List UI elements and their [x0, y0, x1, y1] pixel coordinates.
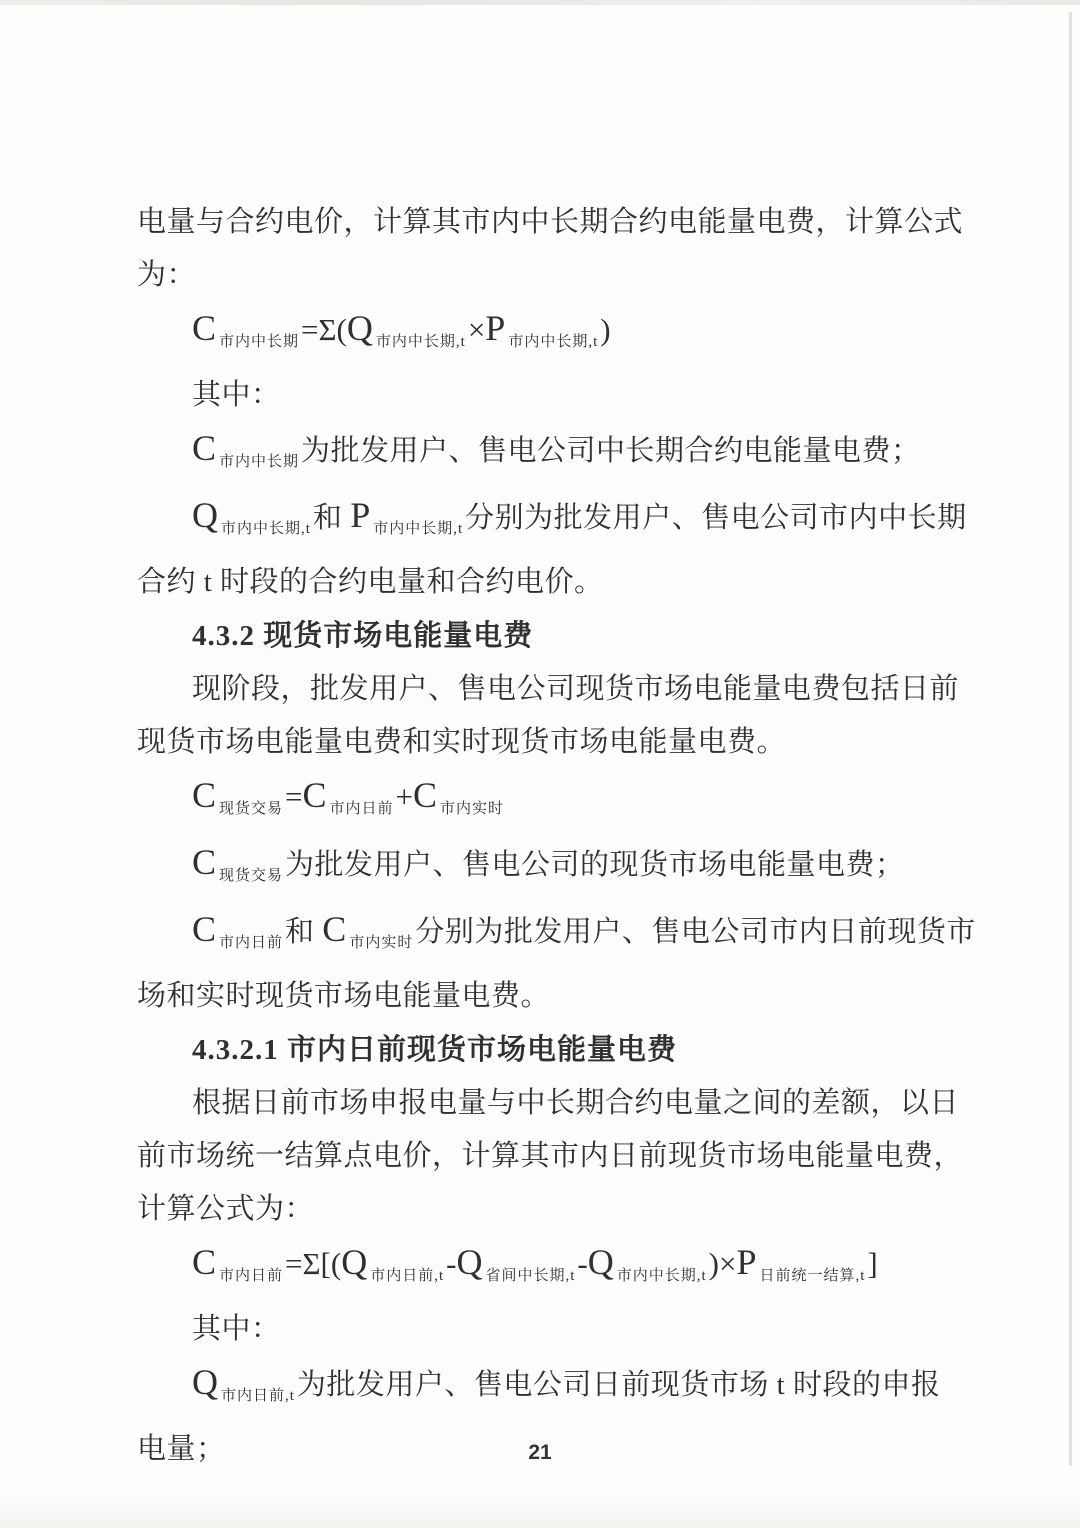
- scan-artifact-right-edge: [1069, 12, 1072, 1466]
- formula-subscript: 现货交易: [219, 868, 284, 884]
- formula-operator: -: [446, 1246, 457, 1281]
- formula-subscript: 市内日前: [329, 801, 394, 817]
- text-line: [137, 903, 976, 970]
- formula-variable: P: [485, 308, 506, 348]
- text-segment: 现阶段，批发用户、售电公司现货市场电能量电费包括日前: [192, 673, 960, 705]
- formula-operator: ]: [867, 1246, 878, 1281]
- formula-operator: ): [600, 312, 611, 347]
- formula-line: [137, 302, 947, 369]
- text-line: [137, 1356, 947, 1423]
- formula-variable: P: [736, 1242, 757, 1282]
- formula-operator: =Σ(: [301, 312, 347, 347]
- text-segment: 为批发用户、售电公司日前现货市场 t 时段的申报: [296, 1369, 941, 1401]
- text-segment: 计算公式为：: [137, 1193, 315, 1225]
- section-heading: [137, 609, 947, 663]
- document-body: [137, 196, 976, 1476]
- text-segment: 为批发用户、售电公司中长期合约电能量电费；: [301, 435, 921, 467]
- formula-subscript: 市内实时: [349, 935, 414, 951]
- text-segment: 和: [285, 916, 323, 948]
- formula-variable: Q: [346, 308, 373, 348]
- text-line: [137, 970, 947, 1023]
- section-heading: [137, 1023, 947, 1077]
- formula-subscript: 市内日前,t: [370, 1268, 445, 1284]
- text-segment: 4.3.2.1 市内日前现货市场电能量电费: [192, 1034, 678, 1066]
- formula-subscript: 日前统一结算,t: [759, 1268, 866, 1284]
- formula-variable: P: [350, 495, 371, 535]
- text-segment: 合约 t 时段的合约电量和合约电价。: [137, 566, 604, 598]
- formula-variable: C: [192, 1242, 217, 1282]
- formula-operator: +: [395, 779, 414, 814]
- text-segment: 其中：: [192, 1313, 281, 1345]
- formula-variable: C: [192, 308, 217, 348]
- text-segment: 为：: [137, 259, 197, 291]
- text-segment: 电量与合约电价，计算其市内中长期合约电能量电费，计算公式: [137, 206, 964, 238]
- text-line: [137, 1183, 947, 1236]
- formula-subscript: 市内中长期: [219, 334, 300, 350]
- text-segment: 分别为批发用户、售电公司市内日前现货市: [415, 916, 976, 948]
- text-segment: 分别为批发用户、售电公司市内中长期: [465, 502, 967, 534]
- page-number: 21: [528, 1441, 552, 1464]
- formula-operator: =: [285, 779, 303, 814]
- formula-variable: Q: [192, 495, 218, 535]
- scan-artifact-bottom-shadow: [0, 1500, 1080, 1528]
- formula-subscript: 市内中长期: [219, 454, 300, 470]
- text-segment: 为批发用户、售电公司的现货市场电能量电费；: [285, 849, 905, 881]
- formula-variable: C: [413, 775, 438, 815]
- text-line: [137, 196, 964, 249]
- text-segment: 根据日前市场申报电量与中长期合约电量之间的差额，以日: [192, 1087, 960, 1119]
- formula-subscript: 市内中长期,t: [375, 334, 466, 350]
- text-line: [137, 1130, 964, 1183]
- text-segment: 4.3.2 现货市场电能量电费: [192, 620, 534, 652]
- formula-subscript: 市内日前,t: [221, 1388, 295, 1404]
- formula-variable: C: [192, 842, 217, 882]
- formula-subscript: 省间中长期,t: [485, 1268, 576, 1284]
- formula-operator: =Σ[(: [285, 1246, 342, 1281]
- formula-line: [137, 769, 947, 836]
- formula-subscript: 市内日前: [219, 935, 284, 951]
- formula-variable: C: [192, 909, 217, 949]
- text-line: [137, 836, 947, 903]
- text-segment: 前市场统一结算点电价，计算其市内日前现货市场电能量电费，: [137, 1140, 964, 1172]
- formula-line: [137, 1236, 947, 1303]
- formula-variable: Q: [587, 1242, 614, 1282]
- formula-subscript: 现货交易: [219, 801, 284, 817]
- formula-variable: Q: [341, 1242, 368, 1282]
- formula-subscript: 市内中长期,t: [508, 334, 599, 350]
- text-line: [137, 716, 947, 769]
- text-segment: 其中：: [192, 379, 281, 411]
- formula-operator: )×: [708, 1246, 737, 1281]
- formula-subscript: 市内日前: [219, 1268, 284, 1284]
- formula-subscript: 市内实时: [440, 801, 505, 817]
- text-line: [137, 422, 947, 489]
- formula-variable: C: [192, 775, 217, 815]
- formula-operator: -: [577, 1246, 588, 1281]
- text-line: [137, 489, 967, 556]
- text-segment: 电量；: [137, 1433, 226, 1465]
- formula-subscript: 市内中长期,t: [373, 521, 464, 537]
- text-segment: 场和实时现货市场电能量电费。: [137, 980, 551, 1012]
- formula-variable: C: [192, 428, 217, 468]
- text-line: [137, 663, 960, 716]
- text-line: [137, 556, 947, 609]
- formula-variable: Q: [192, 1362, 218, 1402]
- text-line: [137, 249, 947, 302]
- scan-artifact-top-edge: [0, 0, 1080, 5]
- formula-operator: ×: [467, 312, 486, 347]
- formula-subscript: 市内中长期,t: [221, 521, 311, 537]
- formula-variable: C: [302, 775, 327, 815]
- text-line: [137, 1303, 947, 1356]
- formula-subscript: 市内中长期,t: [616, 1268, 707, 1284]
- text-segment: 和: [312, 502, 351, 534]
- text-line: [137, 1077, 960, 1130]
- formula-variable: Q: [456, 1242, 483, 1282]
- formula-variable: C: [322, 909, 347, 949]
- text-line: [137, 369, 947, 422]
- text-segment: 现货市场电能量电费和实时现货市场电能量电费。: [137, 726, 787, 758]
